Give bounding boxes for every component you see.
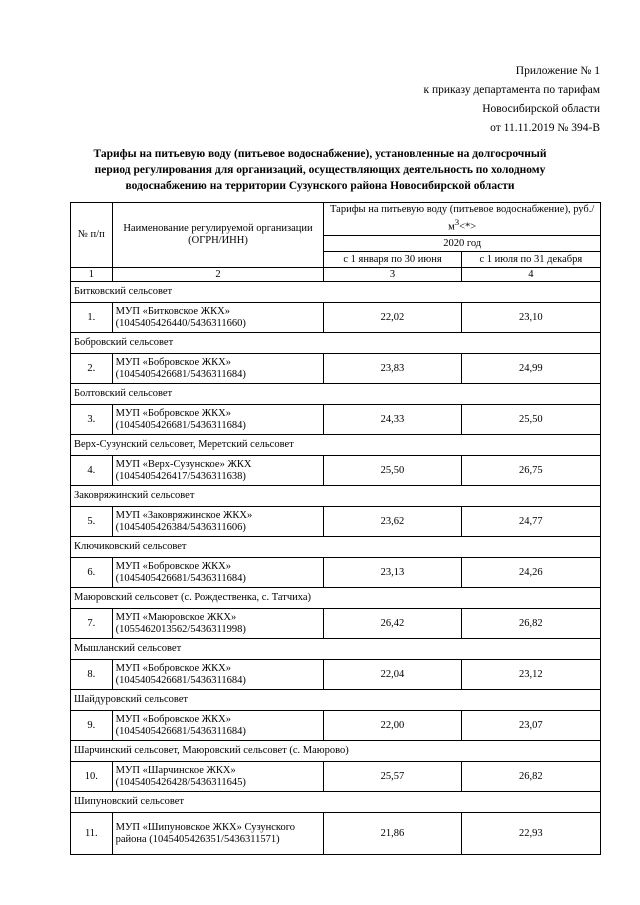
section-name: Шайдуровский сельсовет (71, 690, 601, 711)
tariff-period-2: 23,07 (461, 711, 600, 741)
section-name: Битковский сельсовет (71, 282, 601, 303)
section-name: Ключиковский сельсовет (71, 537, 601, 558)
section-name: Заковряжинский сельсовет (71, 486, 601, 507)
table-row (71, 609, 601, 639)
section-name: Верх-Сузунский сельсовет, Меретский сельсовет (71, 435, 601, 456)
section-row (71, 639, 601, 660)
column-number: 4 (461, 268, 600, 282)
organization-name: МУП «Бобровское ЖКХ» (1045405426681/5436311684) (112, 354, 324, 384)
section-name: Маюровский сельсовет (с. Рождественка, с. Татчиха) (71, 588, 601, 609)
tariff-period-1: 26,42 (324, 609, 461, 639)
appendix-line-2: к приказу департамента по тарифам (423, 84, 600, 96)
table-row (71, 303, 601, 333)
header-period-2: с 1 июля по 31 декабря (461, 252, 600, 268)
tariff-period-2: 26,82 (461, 762, 600, 792)
organization-name: МУП «Бобровское ЖКХ» (1045405426681/5436311684) (112, 711, 324, 741)
section-name: Бобровский сельсовет (71, 333, 601, 354)
column-number: 1 (71, 268, 113, 282)
section-row (71, 792, 601, 813)
row-number: 2. (71, 354, 113, 384)
header-tariffs-footnote: <*> (459, 221, 477, 233)
row-number: 6. (71, 558, 113, 588)
tariff-period-1: 22,02 (324, 303, 461, 333)
row-number: 1. (71, 303, 113, 333)
table-row (71, 405, 601, 435)
section-name: Болтовский сельсовет (71, 384, 601, 405)
section-row (71, 588, 601, 609)
organization-name: МУП «Бобровское ЖКХ» (1045405426681/5436311684) (112, 405, 324, 435)
organization-name: МУП «Битковское ЖКХ» (1045405426440/5436311660) (112, 303, 324, 333)
tariff-period-2: 22,93 (461, 813, 600, 855)
appendix-block (423, 62, 600, 138)
tariff-period-1: 23,13 (324, 558, 461, 588)
section-row (71, 741, 601, 762)
row-number: 5. (71, 507, 113, 537)
header-organization: Наименование регулируемой организации (ОГРН/ИНН) (112, 203, 324, 268)
tariff-period-2: 26,82 (461, 609, 600, 639)
section-name: Шипуновский сельсовет (71, 792, 601, 813)
appendix-line-4: от 11.11.2019 № 394-В (490, 122, 600, 134)
row-number: 3. (71, 405, 113, 435)
table-row (71, 711, 601, 741)
table-row (71, 558, 601, 588)
table-row (71, 456, 601, 486)
table-row (71, 507, 601, 537)
tariff-period-1: 23,62 (324, 507, 461, 537)
organization-name: МУП «Заковряжинское ЖКХ» (1045405426384/5436311606) (112, 507, 324, 537)
tariff-period-2: 23,12 (461, 660, 600, 690)
row-number: 8. (71, 660, 113, 690)
organization-name: МУП «Бобровское ЖКХ» (1045405426681/5436311684) (112, 660, 324, 690)
organization-name: МУП «Шарчинское ЖКХ» (1045405426428/5436311645) (112, 762, 324, 792)
tariff-period-1: 25,57 (324, 762, 461, 792)
table-row (71, 762, 601, 792)
organization-name: МУП «Бобровское ЖКХ» (1045405426681/5436311684) (112, 558, 324, 588)
section-row (71, 384, 601, 405)
tariff-period-1: 22,04 (324, 660, 461, 690)
tariff-period-2: 25,50 (461, 405, 600, 435)
tariff-table (70, 202, 601, 855)
tariff-period-2: 26,75 (461, 456, 600, 486)
table-row (71, 354, 601, 384)
section-row (71, 282, 601, 303)
section-row (71, 690, 601, 711)
table-row (71, 813, 601, 855)
tariff-period-2: 23,10 (461, 303, 600, 333)
section-row (71, 333, 601, 354)
tariff-period-1: 25,50 (324, 456, 461, 486)
tariff-period-1: 23,83 (324, 354, 461, 384)
header-tariffs-text: Тарифы на питьевую воду (питьевое водоснабжение), руб./м (330, 204, 595, 233)
row-number: 7. (71, 609, 113, 639)
column-numbers-row (71, 268, 601, 282)
organization-name: МУП «Шипуновское ЖКХ» Сузунского района (1045405426351/5436311571) (112, 813, 324, 855)
tariff-period-1: 22,00 (324, 711, 461, 741)
section-name: Мышланский сельсовет (71, 639, 601, 660)
section-row (71, 486, 601, 507)
header-number: № п/п (71, 203, 113, 268)
section-row (71, 435, 601, 456)
tariff-period-2: 24,77 (461, 507, 600, 537)
appendix-line-1: Приложение № 1 (515, 65, 600, 77)
organization-name: МУП «Маюровское ЖКХ» (1055462013562/5436311998) (112, 609, 324, 639)
row-number: 10. (71, 762, 113, 792)
column-number: 2 (112, 268, 324, 282)
appendix-line-3: Новосибирской области (482, 103, 600, 115)
tariff-period-1: 21,86 (324, 813, 461, 855)
column-number: 3 (324, 268, 461, 282)
section-row (71, 537, 601, 558)
header-tariffs (324, 203, 601, 236)
document-title: Тарифы на питьевую воду (питьевое водоснабжение), установленные на долгосрочный период регулирования для организаций, осуществляющих деятельность по холодному водоснабжению на территории Сузунского района Новосибирской области (93, 148, 547, 192)
row-number: 4. (71, 456, 113, 486)
row-number: 9. (71, 711, 113, 741)
header-tariffs-superscript: 3 (454, 217, 460, 228)
tariff-period-2: 24,99 (461, 354, 600, 384)
tariff-period-1: 24,33 (324, 405, 461, 435)
row-number: 11. (71, 813, 113, 855)
header-year: 2020 год (324, 236, 601, 252)
section-name: Шарчинский сельсовет, Маюровский сельсовет (с. Маюрово) (71, 741, 601, 762)
organization-name: МУП «Верх-Сузунское» ЖКХ (1045405426417/5436311638) (112, 456, 324, 486)
header-period-1: с 1 января по 30 июня (324, 252, 461, 268)
tariff-period-2: 24,26 (461, 558, 600, 588)
table-row (71, 660, 601, 690)
